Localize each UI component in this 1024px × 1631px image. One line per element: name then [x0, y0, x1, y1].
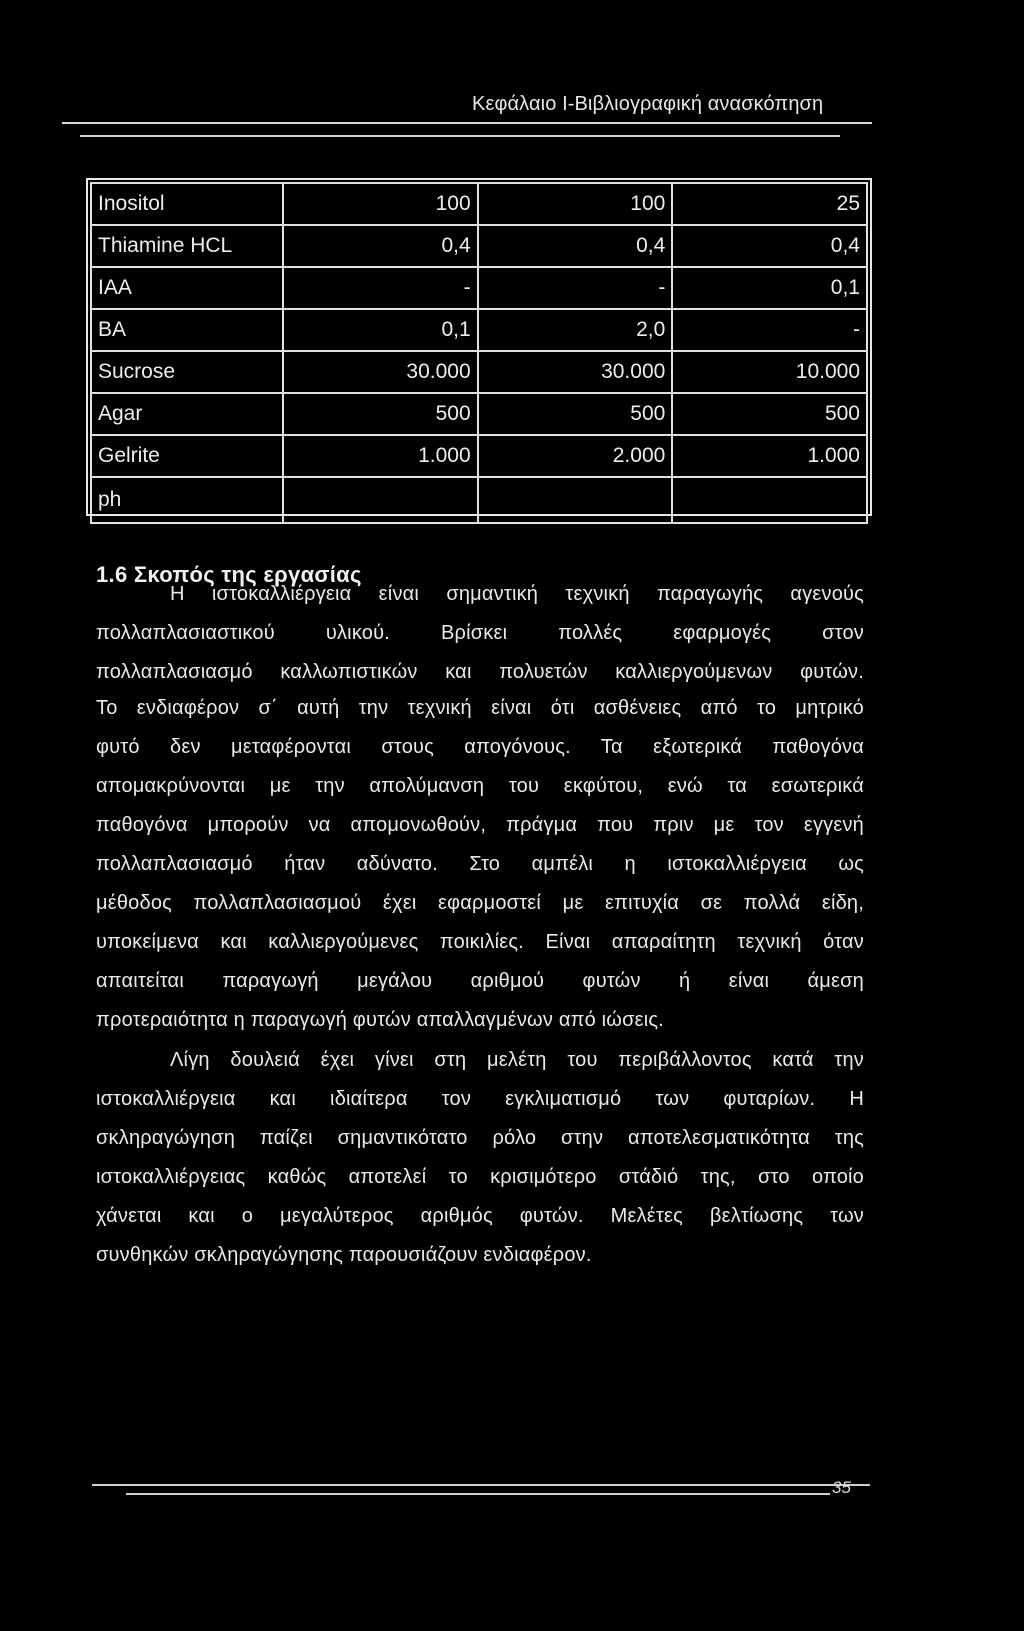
paragraph-line: προτεραιότητα η παραγωγή φυτών απαλλαγμένων από ιώσεις.	[96, 1009, 665, 1031]
table-cell-label: IAA	[91, 267, 283, 309]
section-heading: 1.6 Σκοπός της εργασίας	[96, 562, 362, 587]
table-cell-value	[283, 477, 478, 523]
table-cell-value	[478, 477, 673, 523]
paragraph-line: Η ιστοκαλλιέργεια είναι σημαντική τεχνική παραγωγής αγενούς	[170, 583, 864, 605]
table-cell-value: 500	[672, 393, 867, 435]
paragraph-line: φυτό δεν μεταφέρονται στους απογόνους. Τα εξωτερικά παθογόνα	[96, 736, 864, 758]
paragraph-line: πολλαπλασιαστικού υλικού. Βρίσκει πολλές εφαρμογές στον	[96, 622, 864, 644]
running-header: Κεφάλαιο Ι-Βιβλιογραφική ανασκόπηση	[472, 93, 824, 115]
table-cell-value: 30.000	[478, 351, 673, 393]
table-cell-value: -	[672, 309, 867, 351]
page-number: 35	[832, 1478, 851, 1497]
table-row	[91, 309, 867, 351]
paragraph-line: χάνεται και ο μεγαλύτερος αριθμός φυτών. Μελέτες βελτίωσης των	[96, 1205, 864, 1227]
table-cell-value: 0,1	[283, 309, 478, 351]
table-cell-label: Sucrose	[91, 351, 283, 393]
table-cell-label: Inositol	[91, 183, 283, 225]
paragraph-line: απαιτείται παραγωγή μεγάλου αριθμού φυτών ή είναι άμεση	[96, 970, 864, 992]
table-cell-value: 100	[478, 183, 673, 225]
table-cell-value: 1.000	[283, 435, 478, 477]
paragraph-line: ιστοκαλλιέργεια και ιδιαίτερα τον εγκλιματισμό των φυταρίων. Η	[96, 1088, 864, 1110]
paragraph-line: Το ενδιαφέρον σ΄ αυτή την τεχνική είναι ότι ασθένειες από το μητρικό	[96, 697, 864, 719]
table-cell-value: 500	[478, 393, 673, 435]
table-cell-value: 0,4	[672, 225, 867, 267]
culture-media-table-grid	[90, 182, 868, 524]
footer-rule-secondary	[126, 1493, 830, 1495]
table-cell-label: ph	[91, 477, 283, 523]
footer-rule	[92, 1484, 870, 1486]
paragraph-line: σκληραγώγηση παίζει σημαντικότατο ρόλο στην αποτελεσματικότητα της	[96, 1127, 864, 1149]
paragraph-line: ιστοκαλλιέργειας καθώς αποτελεί το κρισιμότερο στάδιό της, στο οποίο	[96, 1166, 864, 1188]
table-cell-value: 100	[283, 183, 478, 225]
table-row	[91, 435, 867, 477]
table-cell-value: 2,0	[478, 309, 673, 351]
culture-media-table	[86, 178, 872, 516]
paragraph-line: Λίγη δουλειά έχει γίνει στη μελέτη του περιβάλλοντος κατά την	[170, 1049, 864, 1071]
table-cell-value	[672, 477, 867, 523]
table-cell-label: Agar	[91, 393, 283, 435]
table-cell-label: BA	[91, 309, 283, 351]
table-row	[91, 267, 867, 309]
table-row	[91, 393, 867, 435]
table-cell-value: 2.000	[478, 435, 673, 477]
paragraph-line: υποκείμενα και καλλιεργούμενες ποικιλίες. Είναι απαραίτητη τεχνική όταν	[96, 931, 864, 953]
header-rule	[62, 122, 872, 124]
table-cell-value: 1.000	[672, 435, 867, 477]
paragraph-line: παθογόνα μπορούν να απομονωθούν, πράγμα που πριν με τον εγγενή	[96, 814, 864, 836]
table-cell-value: 10.000	[672, 351, 867, 393]
table-cell-value: -	[478, 267, 673, 309]
paragraph-line: μέθοδος πολλαπλασιασμού έχει εφαρμοστεί με επιτυχία σε πολλά είδη,	[96, 892, 864, 914]
table-row	[91, 183, 867, 225]
table-cell-label: Gelrite	[91, 435, 283, 477]
table-cell-value: 0,1	[672, 267, 867, 309]
table-cell-value: 0,4	[283, 225, 478, 267]
table-cell-label: Thiamine HCL	[91, 225, 283, 267]
paragraph-line: απομακρύνονται με την απολύμανση του εκφύτου, ενώ τα εσωτερικά	[96, 775, 864, 797]
table-row	[91, 477, 867, 523]
table-cell-value: 25	[672, 183, 867, 225]
paragraph-line: πολλαπλασιασμό ήταν αδύνατο. Στο αμπέλι η ιστοκαλλιέργεια ως	[96, 853, 864, 875]
table-cell-value: 30.000	[283, 351, 478, 393]
table-row	[91, 351, 867, 393]
paragraph-line: πολλαπλασιασμό καλλωπιστικών και πολυετών καλλιεργούμενων φυτών.	[96, 661, 864, 683]
header-rule-secondary	[80, 135, 840, 137]
table-cell-value: 500	[283, 393, 478, 435]
table-row	[91, 225, 867, 267]
table-cell-value: -	[283, 267, 478, 309]
table-cell-value: 0,4	[478, 225, 673, 267]
paragraph-line: συνθηκών σκληραγώγησης παρουσιάζουν ενδιαφέρον.	[96, 1244, 592, 1266]
